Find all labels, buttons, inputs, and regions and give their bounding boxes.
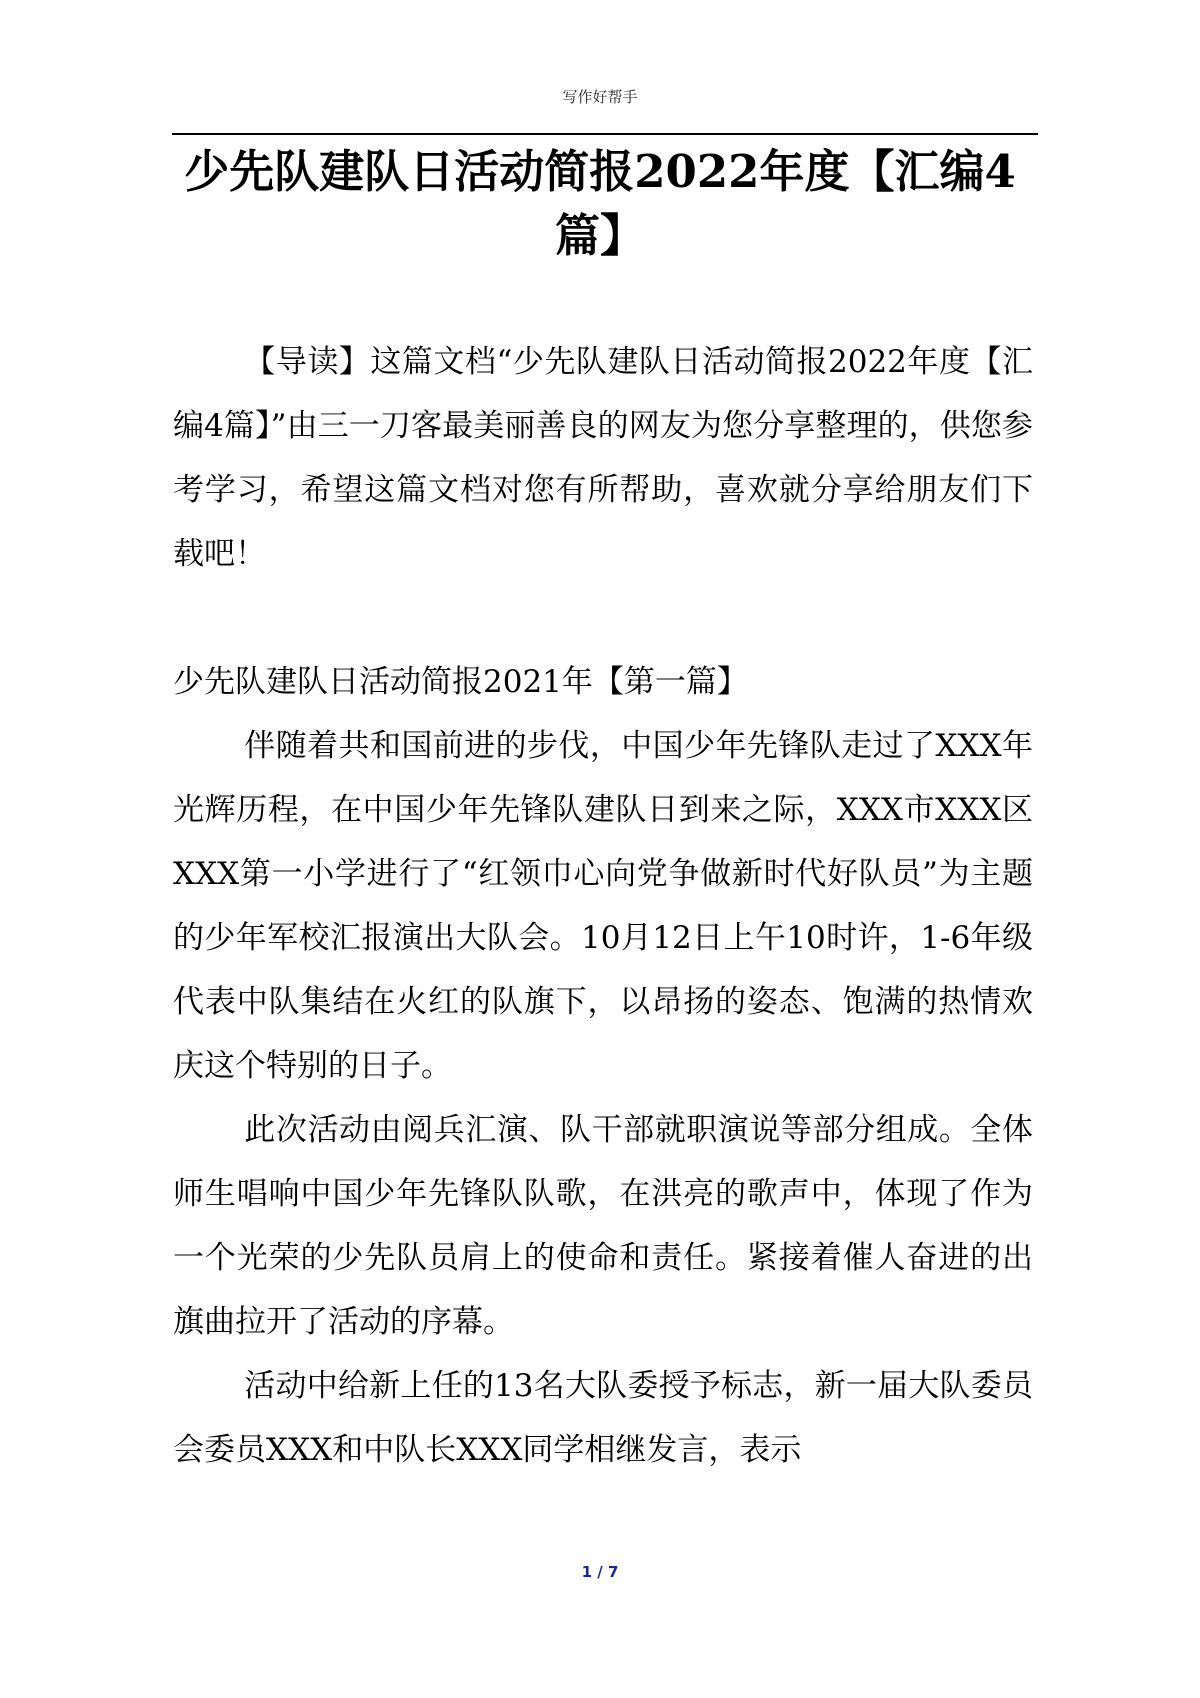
document-body [173, 330, 1033, 1482]
body-paragraph-3: 活动中给新上任的13名大队委授予标志，新一届大队委员会委员XXX和中队长XXX同学相继发言，表示 [173, 1368, 1033, 1468]
page-header-text: 写作好帮手 [562, 88, 638, 106]
header-divider [172, 133, 1038, 135]
document-title: 少先队建队日活动简报2022年度【汇编4篇】 [184, 145, 1016, 262]
intro-paragraph: 【导读】这篇文档“少先队建队日活动简报2022年度【汇编4篇】”由三一刀客最美丽善良的网友为您分享整理的，供您参考学习，希望这篇文档对您有所帮助，喜欢就分享给朋友们下载吧！ [173, 344, 1033, 572]
paragraph-spacer [173, 586, 1033, 650]
section-heading: 少先队建队日活动简报2021年【第一篇】 [173, 664, 748, 700]
body-paragraph-2: 此次活动由阅兵汇演、队干部就职演说等部分组成。全体师生唱响中国少年先锋队队歌，在洪亮的歌声中，体现了作为一个光荣的少先队员肩上的使命和责任。紧接着催人奋进的出旗曲拉开了活动的序幕。 [173, 1112, 1033, 1340]
page-number: 1 / 7 [581, 1563, 619, 1581]
body-paragraph-1: 伴随着共和国前进的步伐，中国少年先锋队走过了XXX年光辉历程，在中国少年先锋队建队日到来之际，XXX市XXX区XXX第一小学进行了“红领巾心向党争做新时代好队员”为主题的少年军校汇报演出大队会。10月12日上午10时许，1-6年级代表中队集结在火红的队旗下，以昂扬的姿态、饱满的热情欢庆这个特别的日子。 [173, 728, 1033, 1084]
